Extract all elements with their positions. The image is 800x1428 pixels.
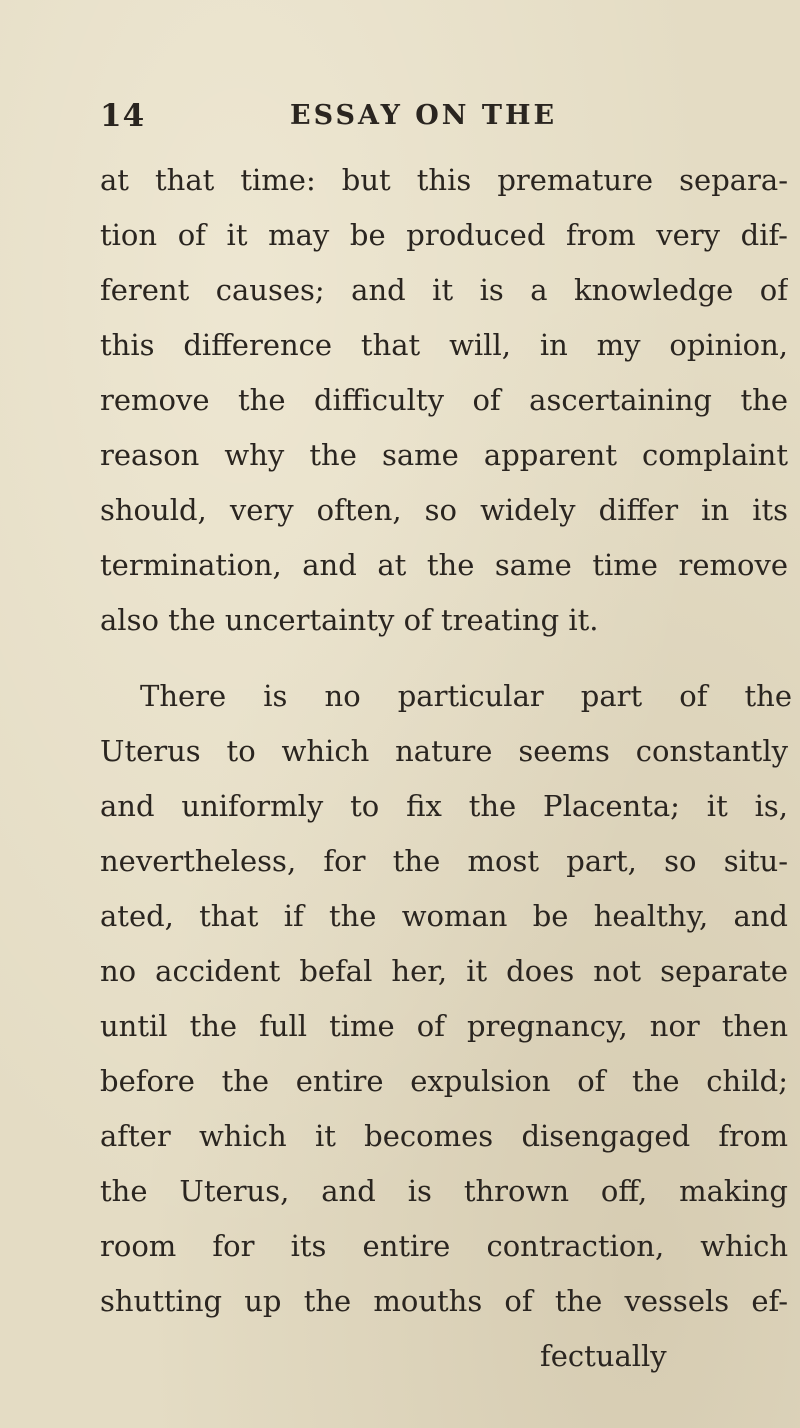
text-line: tion of it may be produced from very dif- (100, 218, 788, 252)
page-number: 14 (100, 98, 146, 134)
text-line: nevertheless, for the most part, so situ- (100, 844, 788, 878)
text-line: There is no particular part of the (140, 679, 792, 713)
text-line: ated, that if the woman be healthy, and (100, 899, 788, 933)
text-line: also the uncertainty of treating it. (100, 603, 599, 637)
text-line: and uniformly to fix the Placenta; it is, (100, 789, 788, 823)
text-line: shutting up the mouths of the vessels ef- (100, 1284, 788, 1318)
text-line: ferent causes; and it is a knowledge of (100, 273, 788, 307)
text-line: until the full time of pregnancy, nor then (100, 1009, 788, 1043)
text-line: the Uterus, and is thrown off, making (100, 1174, 788, 1208)
text-line: after which it becomes disengaged from (100, 1119, 788, 1153)
running-head: ESSAY ON THE (290, 100, 558, 131)
text-line: this difference that will, in my opinion, (100, 328, 788, 362)
text-line: should, very often, so widely differ in its (100, 493, 788, 527)
catchword: fectually (540, 1339, 667, 1373)
text-line: reason why the same apparent complaint (100, 438, 788, 472)
text-line: before the entire expulsion of the child; (100, 1064, 788, 1098)
text-line: termination, and at the same time remove (100, 548, 788, 582)
page-header (100, 98, 700, 138)
text-line: at that time: but this premature separa- (100, 163, 788, 197)
text-line: room for its entire contraction, which (100, 1229, 788, 1263)
text-line: remove the difficulty of ascertaining the (100, 383, 788, 417)
text-line: no accident befal her, it does not separate (100, 954, 788, 988)
text-line: Uterus to which nature seems constantly (100, 734, 788, 768)
